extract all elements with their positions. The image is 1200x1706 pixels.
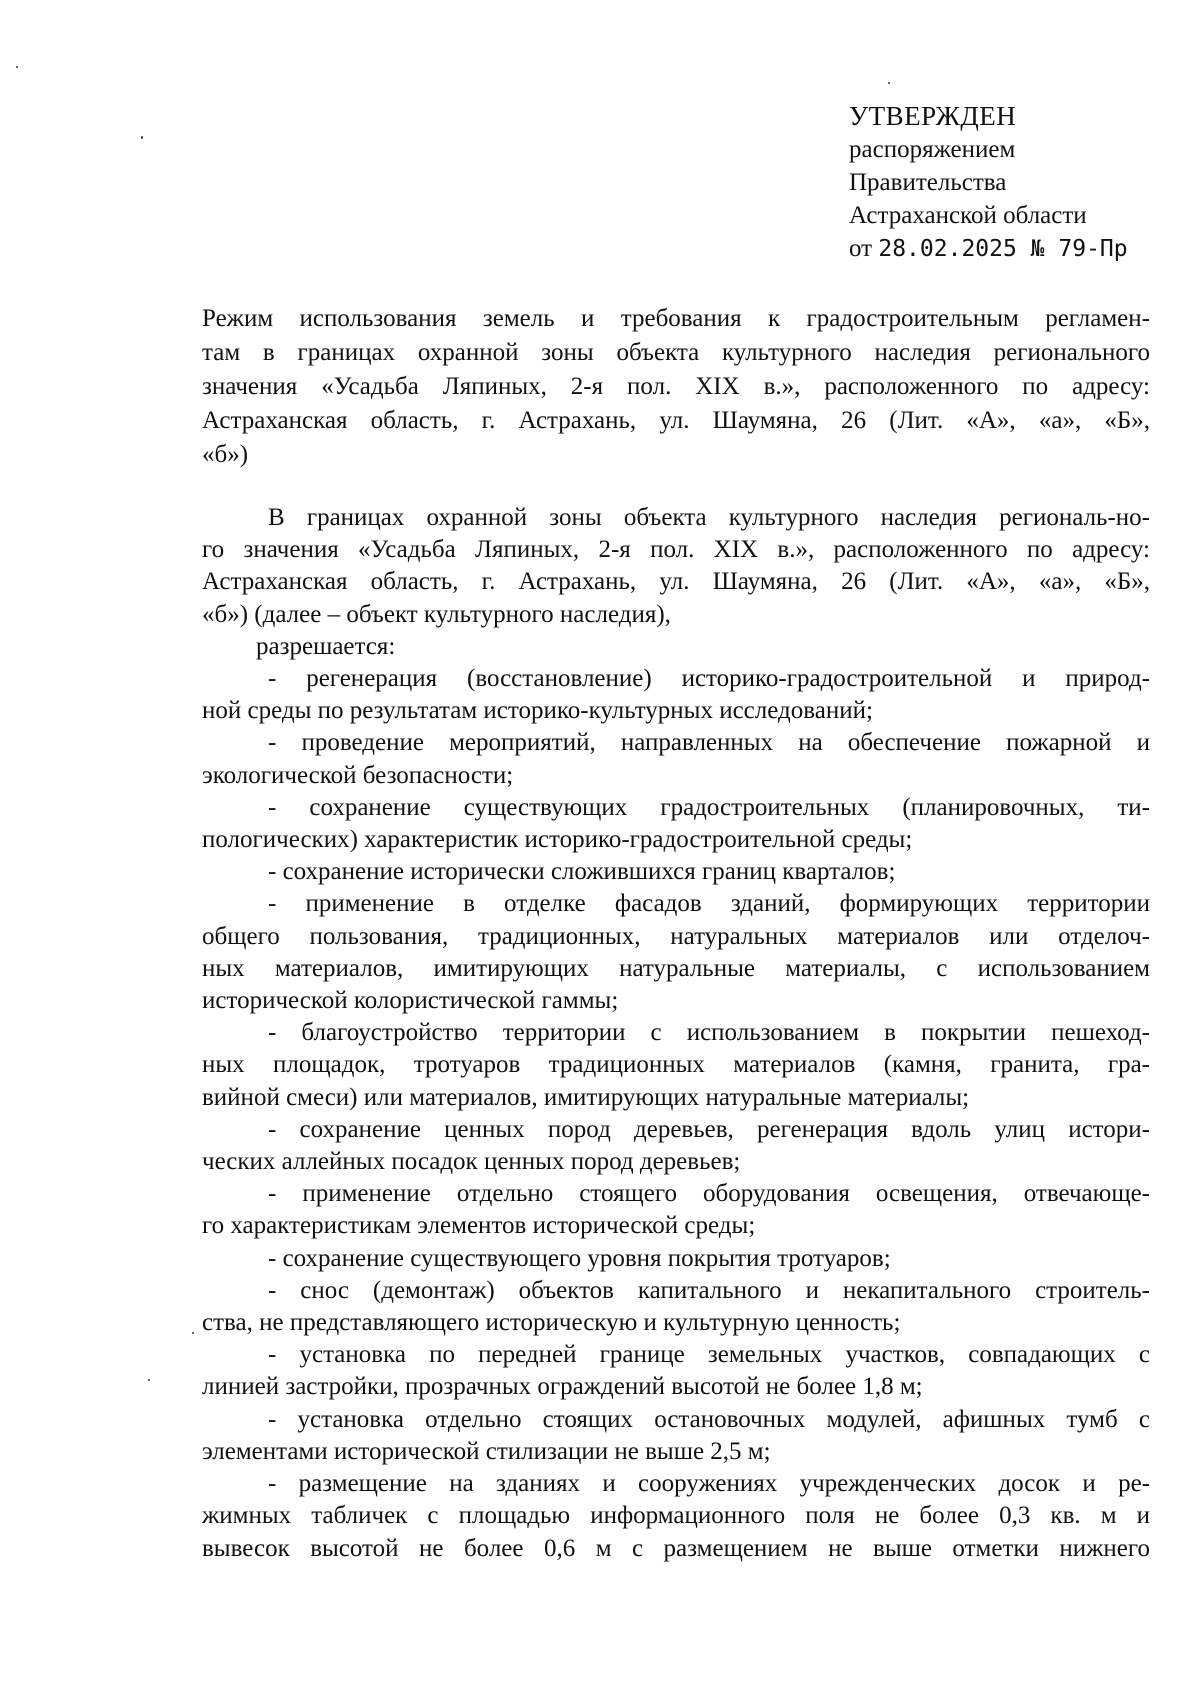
approval-line: распоряжением <box>849 136 1016 163</box>
body-line: разрешается: <box>256 632 396 660</box>
body-line: - размещение на зданиях и сооружениях учрежденческих досок и ре- <box>268 1470 1150 1498</box>
document-body <box>202 502 1150 1565</box>
body-line: - применение в отделке фасадов зданий, формирующих территории <box>268 890 1150 918</box>
body-line: - регенерация (восстановление) историко-градостроительной и природ- <box>268 665 1150 693</box>
title-line: «б») <box>202 441 249 468</box>
date-number: 28.02.2025 № 79-Пр <box>878 236 1128 262</box>
title-line: там в границах охранной зоны объекта культурного наследия регионального <box>202 339 1150 366</box>
body-line: элементами исторической стилизации не выше 2,5 м; <box>202 1437 771 1465</box>
body-line: го характеристикам элементов исторической среды; <box>202 1212 756 1240</box>
scan-speck <box>192 1332 194 1334</box>
body-line: пологических) характеристик историко-градостроительной среды; <box>202 826 913 854</box>
body-line: ства, не представляющего историческую и культурную ценность; <box>202 1309 901 1337</box>
body-line: - установка по передней границе земельных участков, совпадающих с <box>268 1341 1150 1369</box>
body-line: вийной смеси) или материалов, имитирующих натуральные материалы; <box>202 1083 970 1111</box>
approval-line: Астраханской области <box>849 202 1087 229</box>
date-prefix: от <box>849 235 873 262</box>
body-line: жимных табличек с площадью информационного поля не более 0,3 кв. м и <box>202 1502 1150 1530</box>
body-line: ческих аллейных посадок ценных пород деревьев; <box>202 1148 741 1176</box>
body-line: - сохранение ценных пород деревьев, регенерация вдоль улиц истори- <box>268 1115 1150 1143</box>
title-line: Режим использования земель и требования к градостроительным регламен- <box>202 305 1150 332</box>
body-line: ных площадок, тротуаров традиционных материалов (камня, гранита, гра- <box>202 1051 1150 1079</box>
body-line: ных материалов, имитирующих натуральные материалы, с использованием <box>202 954 1150 982</box>
body-line: - проведение мероприятий, направленных на обеспечение пожарной и <box>268 729 1150 757</box>
title-line: Астраханская область, г. Астрахань, ул. Шаумяна, 26 (Лит. «А», «а», «Б», <box>202 407 1150 434</box>
body-line: ной среды по результатам историко-культурных исследований; <box>202 697 873 725</box>
body-line: - применение отдельно стоящего оборудования освещения, отвечающе- <box>268 1180 1150 1208</box>
body-line: - благоустройство территории с использованием в покрытии пешеход- <box>268 1019 1150 1047</box>
title-line: значения «Усадьба Ляпиных, 2-я пол. XIX в.», расположенного по адресу: <box>202 373 1150 400</box>
body-line: общего пользования, традиционных, натуральных материалов или отделоч- <box>202 922 1150 950</box>
body-line: В границах охранной зоны объекта культурного наследия региональ-но- <box>268 504 1150 531</box>
body-line: линией застройки, прозрачных ограждений высотой не более 1,8 м; <box>202 1373 923 1401</box>
body-line: вывесок высотой не более 0,6 м с размещением не выше отметки нижнего <box>202 1534 1150 1562</box>
body-line: - сохранение существующих градостроительных (планировочных, ти- <box>268 793 1150 821</box>
scan-speck <box>16 66 18 68</box>
body-line: Астраханская область, г. Астрахань, ул. Шаумяна, 26 (Лит. «А», «а», «Б», <box>202 568 1150 596</box>
body-line: «б») (далее – объект культурного наследия), <box>202 600 671 628</box>
approval-line: Правительства <box>849 169 1007 196</box>
body-line: - сохранение исторически сложившихся границ кварталов; <box>268 858 896 886</box>
approval-stamp <box>849 100 1128 266</box>
body-line: - снос (демонтаж) объектов капитального и некапитального строитель- <box>268 1276 1150 1304</box>
body-line: экологической безопасности; <box>202 761 514 789</box>
scan-speck <box>148 1379 150 1381</box>
approval-heading: УТВЕРЖДЕН <box>849 101 1017 131</box>
scan-speck <box>141 136 143 139</box>
scan-speck <box>888 82 890 84</box>
document-title <box>202 302 1150 472</box>
body-line: - установка отдельно стоящих остановочных модулей, афишных тумб с <box>268 1405 1150 1433</box>
body-line: исторической колористической гаммы; <box>202 987 619 1015</box>
approval-date <box>849 232 1128 266</box>
body-line: - сохранение существующего уровня покрытия тротуаров; <box>268 1244 891 1272</box>
body-line: го значения «Усадьба Ляпиных, 2-я пол. XIX в.», расположенного по адресу: <box>202 536 1150 564</box>
